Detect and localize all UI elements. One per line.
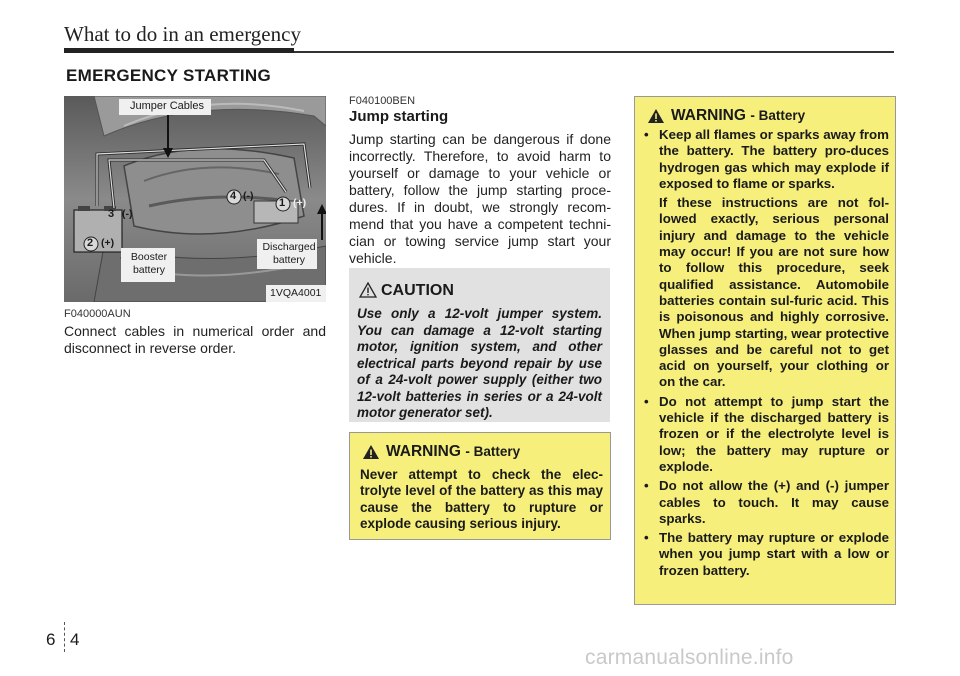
jump-start-illustration <box>64 96 326 302</box>
footer-divider <box>64 622 66 652</box>
label-jumper-cables: Jumper Cables <box>130 100 204 112</box>
warning-box-electrolyte <box>349 432 611 540</box>
label-booster-battery <box>125 251 173 277</box>
warning-title: WARNING <box>671 107 746 124</box>
section-title: EMERGENCY STARTING <box>66 66 272 85</box>
bullet: • <box>644 127 649 142</box>
list-item-text: If these instructions are not fol-lowed exactly, serious personal injury and damage to the vehicle may occur! If you are not sure how to follow this procedure, seek qualified assistance. Automobile batteries contain sul-furic acid. This is poisonous and highly corrosive. When jump starting, wear protective glasses and be careful not to get acid on yourself, your clothing or on the car. <box>659 195 889 390</box>
caution-text: Use only a 12-volt jumper system. You can damage a 12-volt starting motor, ignition system, and other electrical parts beyond repair by use of a 24-volt power supply (either two 12-volt batteries in series or a 24-volt motor generator set). <box>357 306 602 420</box>
marker-2-sign: (+) <box>101 237 115 249</box>
warning-text: Never attempt to check the elec-trolyte level of the battery as this may cause the battery to rupture or explode causing serious injury. <box>360 467 603 531</box>
bullet: • <box>644 530 649 546</box>
marker-2-number: 2 <box>87 237 94 249</box>
marker-4-sign: (-) <box>243 190 254 202</box>
marker-1-sign: (+) <box>293 197 307 209</box>
warning-subtitle: - Battery <box>465 444 521 459</box>
list-item <box>643 478 889 527</box>
list-item-text: Keep all flames or sparks away from the battery. The battery pro-duces hydrogen gas which may explode if exposed to flame or sparks. <box>659 127 889 191</box>
warning-heading <box>386 443 520 461</box>
bullet: • <box>644 478 649 494</box>
warning-bullet-list <box>643 127 889 582</box>
list-item-text: Do not allow the (+) and (-) jumper cables to touch. It may cause sparks. <box>659 478 889 526</box>
page-number: 4 <box>70 630 80 649</box>
list-item <box>643 394 889 475</box>
list-item <box>643 530 889 579</box>
warning-heading <box>671 107 805 125</box>
warning-triangle-icon <box>362 444 380 460</box>
marker-3-number: 3 <box>108 208 115 220</box>
header-rule <box>294 51 894 53</box>
caution-title: CAUTION <box>381 282 454 299</box>
figure-code: 1VQA4001 <box>270 287 322 299</box>
warning-triangle-icon <box>647 108 665 124</box>
marker-1-number: 1 <box>279 197 286 209</box>
label-discharged: Discharged <box>262 241 316 253</box>
caution-triangle-icon <box>359 282 377 298</box>
jump-starting-title: Jump starting <box>349 108 449 125</box>
page-header-title: What to do in an emergency <box>64 22 301 46</box>
label-booster: Booster <box>130 251 168 263</box>
warning-subtitle: - Battery <box>750 108 806 123</box>
left-section-code: F040000AUN <box>64 308 131 320</box>
marker-3-sign: (-) <box>122 208 133 220</box>
header-rule-thick <box>64 48 294 53</box>
warning-box-battery <box>634 96 896 605</box>
list-item <box>643 127 889 391</box>
bullet: • <box>644 393 649 409</box>
watermark: carmanualsonline.info <box>585 646 794 669</box>
left-body-text: Connect cables in numerical order and disconnect in reverse order. <box>64 323 326 356</box>
jump-starting-text: Jump starting can be dangerous if done incorrectly. Therefore, to avoid harm to yourself or damage to your vehicle or battery, follow the jump starting proce-dures. If in doubt, we strongly recom-mend that you have a competent techni-cian or towing service jump start your vehicle. <box>349 131 611 266</box>
engine-bay-drawing <box>64 96 326 302</box>
list-item-text: The battery may rupture or explode when you jump start with a low or frozen battery. <box>659 530 889 578</box>
middle-section-code: F040100BEN <box>349 95 416 107</box>
label-discharged-battery <box>260 241 318 267</box>
label-booster-2: battery <box>132 264 166 276</box>
marker-4-number: 4 <box>230 190 237 202</box>
warning-title: WARNING <box>386 443 461 460</box>
list-item-text: Do not attempt to jump start the vehicle if the discharged battery is frozen or if the electrolyte level is low; the battery may rupture or explode. <box>659 393 889 474</box>
caution-box <box>349 268 610 422</box>
chapter-number: 6 <box>46 630 56 649</box>
label-discharged-2: battery <box>272 254 306 266</box>
